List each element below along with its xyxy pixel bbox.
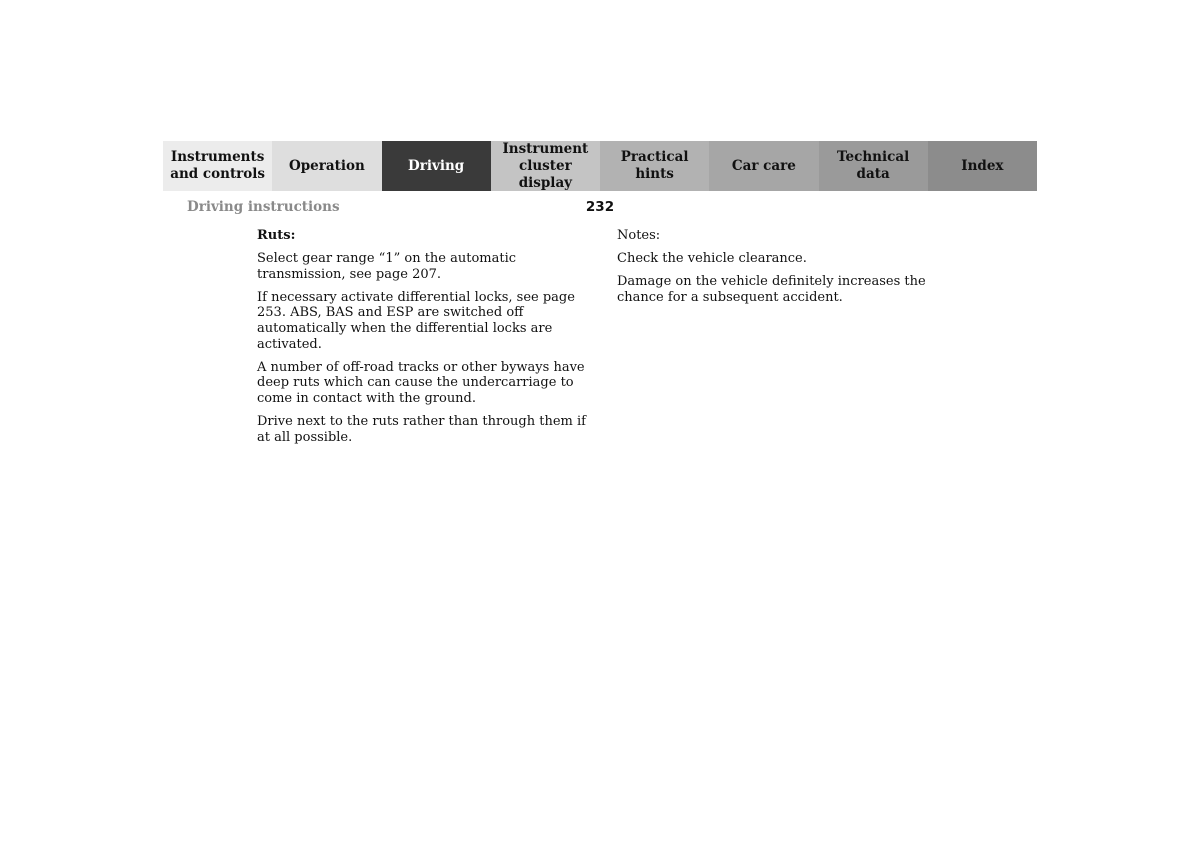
tab-technical-data[interactable]: Technical data: [819, 141, 928, 191]
tab-index[interactable]: Index: [928, 141, 1037, 191]
tab-operation[interactable]: Operation: [272, 141, 381, 191]
paragraph: Check the vehicle clearance.: [617, 251, 807, 267]
tab-car-care[interactable]: Car care: [709, 141, 818, 191]
tab-instruments-and-controls[interactable]: Instruments and controls: [163, 141, 272, 191]
paragraph: If necessary activate differential locks, see page 253. ABS, BAS and ESP are switched off automatically when the differential locks are activated.: [257, 289, 575, 352]
right-column: [617, 228, 947, 313]
left-column: [257, 228, 587, 453]
section-title: Driving instructions: [187, 199, 340, 215]
page-number: 232: [585, 199, 615, 215]
tab-driving[interactable]: Driving: [382, 141, 491, 191]
tab-practical-hints[interactable]: Practical hints: [600, 141, 709, 191]
paragraph: A number of off-road tracks or other byways have deep ruts which can cause the undercarriage to come in contact with the ground.: [257, 359, 585, 406]
section-tab-bar: [163, 141, 1037, 191]
ruts-heading: Ruts:: [257, 228, 296, 243]
notes-heading: Notes:: [617, 228, 661, 243]
paragraph: Select gear range “1” on the automatic transmission, see page 207.: [257, 251, 517, 282]
paragraph: Damage on the vehicle definitely increases the chance for a subsequent accident.: [617, 274, 926, 305]
paragraph: Drive next to the ruts rather than through them if at all possible.: [257, 413, 586, 445]
tab-instrument-cluster-display[interactable]: Instrument cluster display: [491, 141, 600, 191]
